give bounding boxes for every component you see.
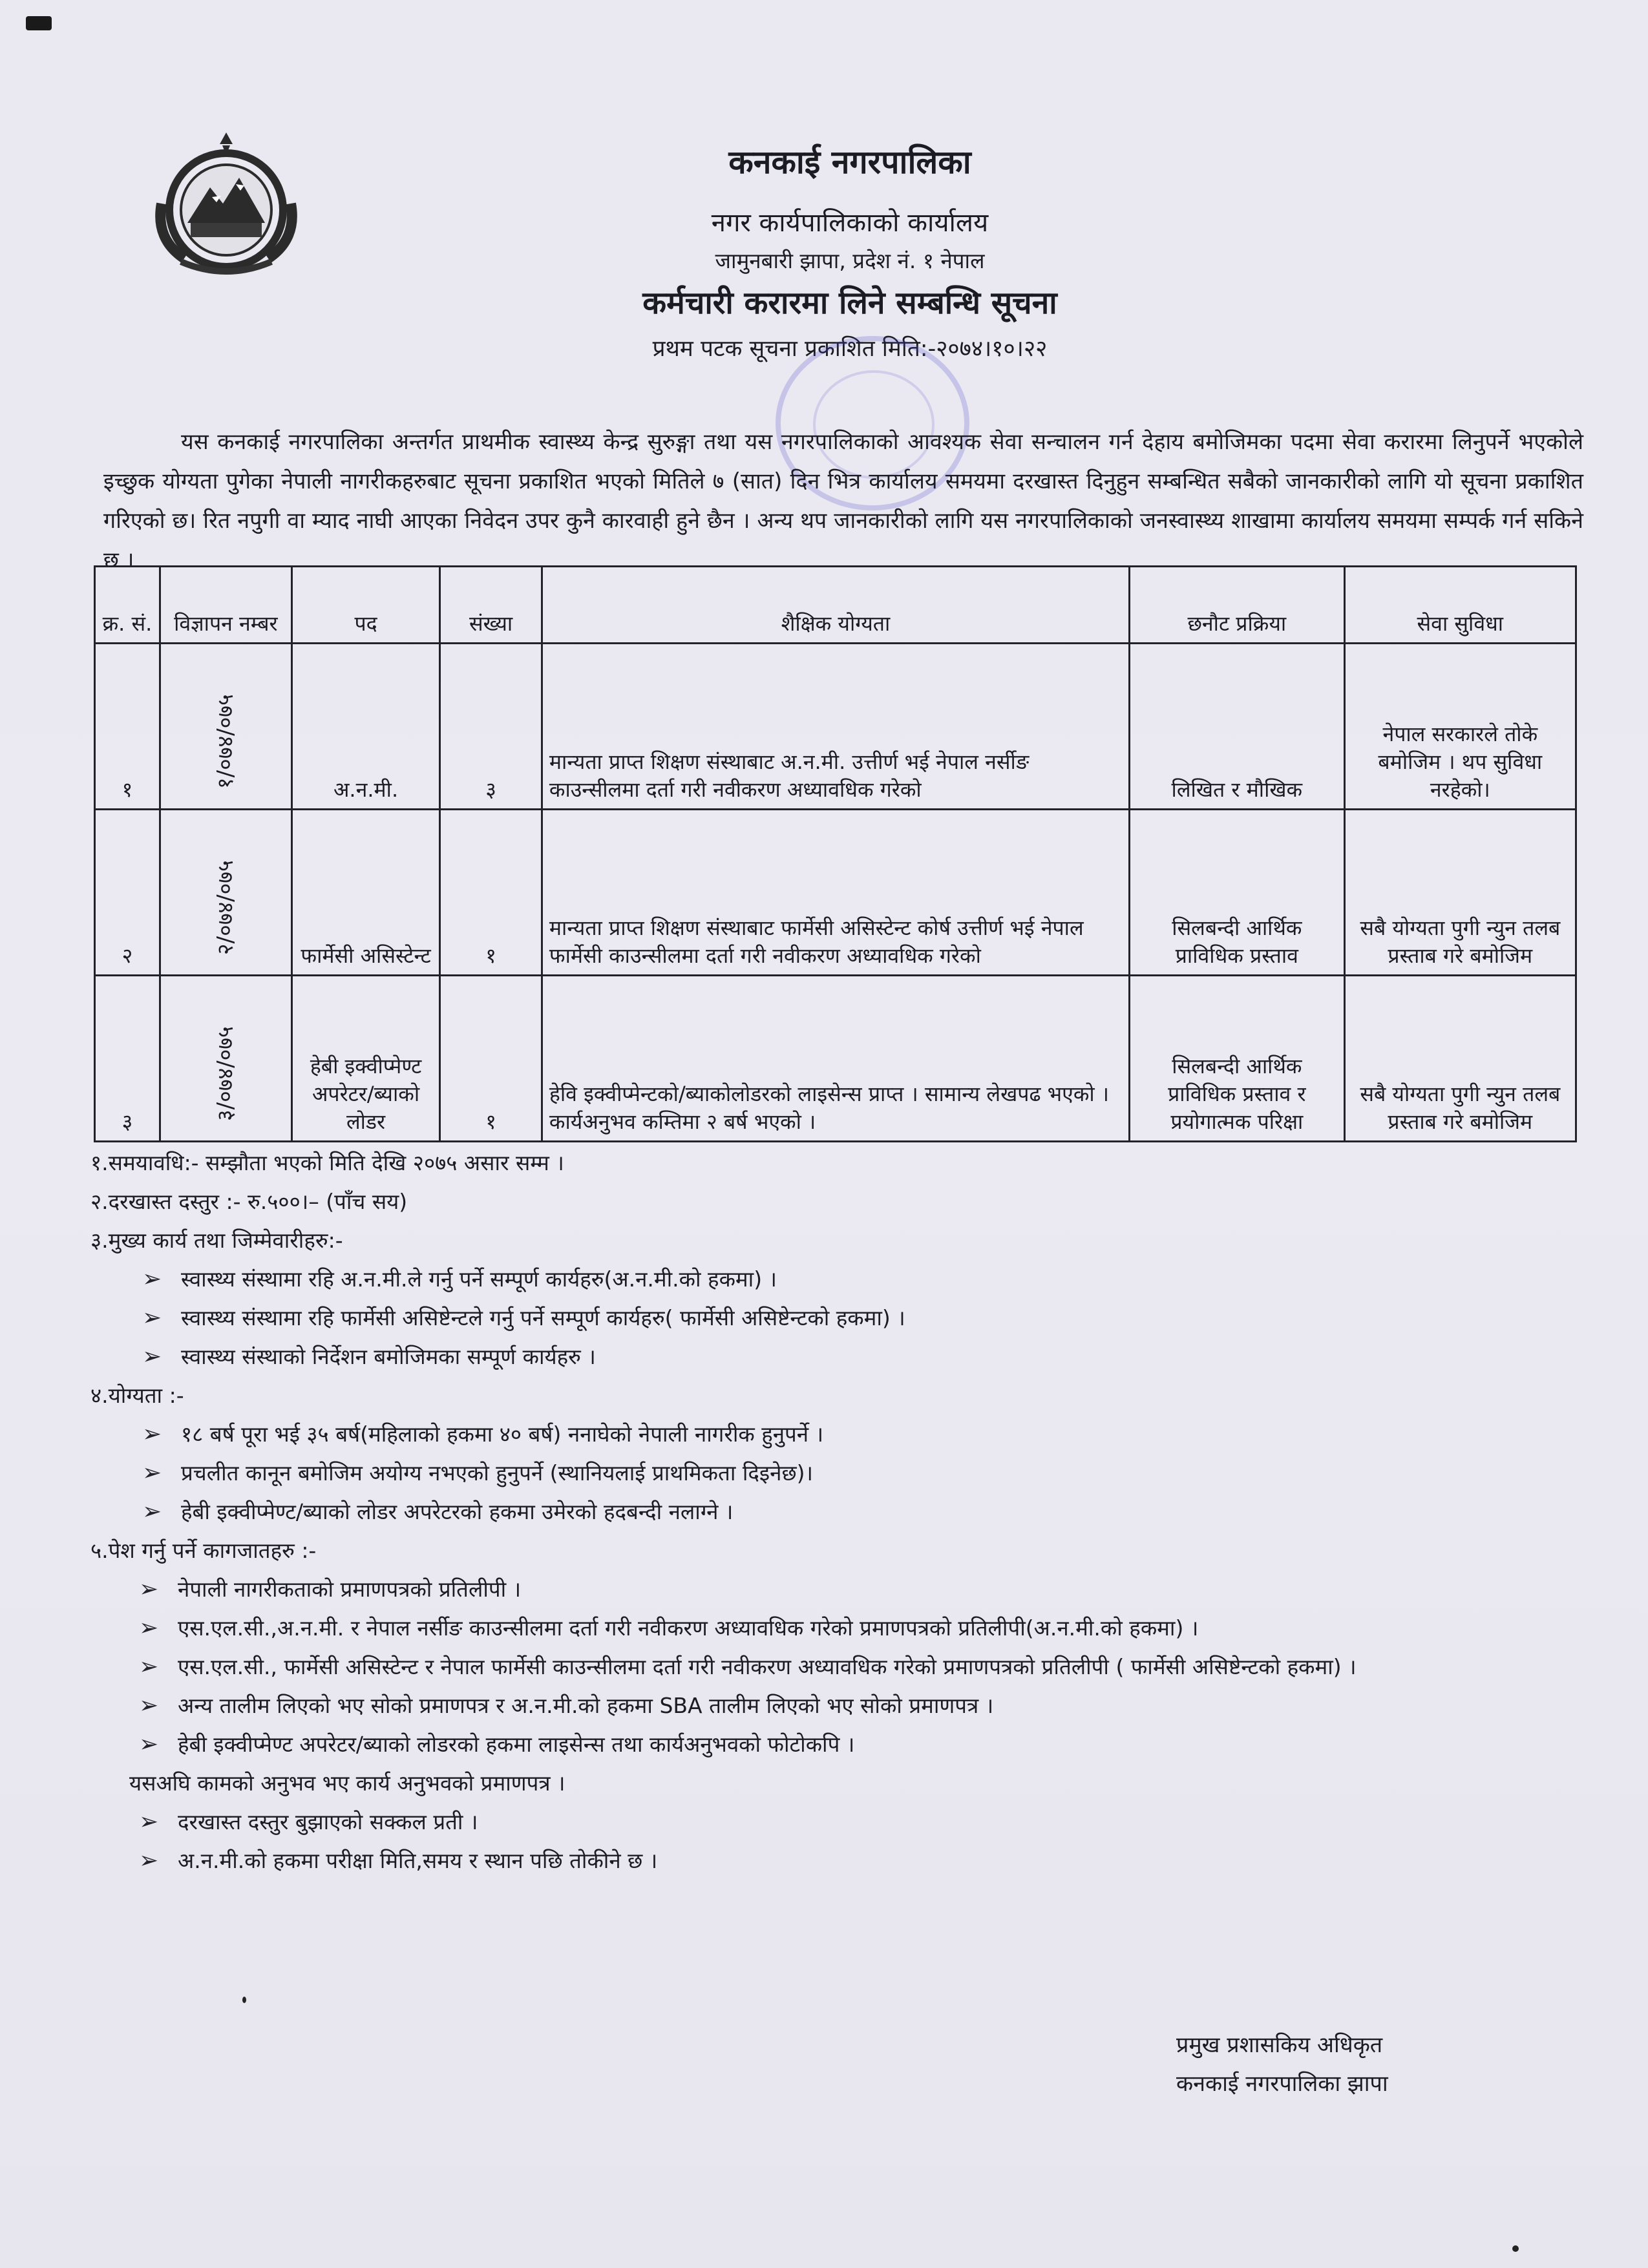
list-item: ➢ स्वास्थ्य संस्थाको निर्देशन बमोजिमका सम्पूर्ण कार्यहरु । [90,1338,1596,1376]
row-qualification: मान्यता प्राप्त शिक्षण संस्थाबाट फार्मेसी असिस्टेन्ट कोर्ष उत्तीर्ण भई नेपाल फार्मेसी काउन्सीलमा दर्ता गरी नवीकरण अध्यावधिक गरेको [542,810,1129,976]
header-count: संख्या [440,567,542,644]
row-facility: सबै योग्यता पुगी न्युन तलब प्रस्ताब गरे बमोजिम [1344,810,1576,976]
paper-speck [1512,2245,1519,2252]
list-item: ➢ दरखास्त दस्तुर बुझाएको सक्कल प्रती । [90,1803,1596,1842]
table-row [95,810,1576,976]
arrow-bullet-icon: ➢ [142,1498,162,1525]
arrow-bullet-icon: ➢ [139,1847,159,1874]
duties-title: ३.मुख्य कार्य तथा जिम्मेवारीहरु:- [90,1228,343,1253]
eligibility-title: ४.योग्यता :- [90,1383,184,1408]
intro-paragraph: यस कनकाई नगरपालिका अन्तर्गत प्राथमीक स्वास्थ्य केन्द्र सुरुङ्गा तथा यस नगरपालिकाको आवश्यक सेवा सन्चालन गर्न देहाय बमोजिमका पदमा सेवा करारमा लिनुपर्ने भएकोले इच्छुक योग्यता पुगेका नेपाली नागरीकहरुबाट सूचना प्रकाशित भएको मितिले ७ (सात) दिन भित्र कार्यालय समयमा दरखास्त दिनुहुन सम्बन्धित सबैको जानकारीको लागि यो सूचना प्रकाशित गरिएको छ। रित नपुगी वा म्याद नाघी आएका निवेदन उपर कुनै कारवाही हुने छैन । अन्य थप जानकारीको लागि यस नगरपालिकाको जनस्वास्थ्य शाखामा कार्यालय समयमा सम्पर्क गर्न सकिने छ । [103,429,1583,573]
arrow-bullet-icon: ➢ [142,1266,162,1292]
row-count: ३ [440,644,542,810]
row-count: १ [440,810,542,976]
documents-title: ५.पेश गर्नु पर्ने कागजातहरु :- [90,1538,317,1563]
row-selection: सिलबन्दी आर्थिक प्राविधिक प्रस्ताव [1130,810,1345,976]
header-facility: सेवा सुविधा [1344,567,1576,644]
row-selection: लिखित र मौखिक [1130,644,1345,810]
header-sn: क्र. सं. [95,567,160,644]
arrow-bullet-icon: ➢ [142,1421,162,1447]
arrow-bullet-icon: ➢ [142,1305,162,1331]
signature-block [1176,2026,1388,2103]
header-qualification: शैक्षिक योग्यता [542,567,1129,644]
list-item: ➢ हेबी इक्वीप्मेण्ट/ब्याको लोडर अपरेटरको हकमा उमेरको हदबन्दी नलाग्ने । [90,1493,1596,1531]
row-count: १ [440,976,542,1142]
row-qualification: मान्यता प्राप्त शिक्षण संस्थाबाट अ.न.मी. उत्तीर्ण भई नेपाल नर्सीङ काउन्सीलमा दर्ता गरी नवीकरण अध्यावधिक गरेको [542,644,1129,810]
table-row [95,976,1576,1142]
arrow-bullet-icon: ➢ [142,1343,162,1370]
row-ad-no: ३/०७४/०७५ [160,976,291,1142]
publication-date: प्रथम पटक सूचना प्रकाशित मिति:-२०७४।१०।२२ [652,336,1048,362]
row-ad-no: २/०७४/०७५ [160,810,291,976]
list-item: ➢ १८ बर्ष पूरा भई ३५ बर्ष(महिलाको हकमा ४० बर्ष) ननाघेको नेपाली नागरीक हुनुपर्ने । [90,1415,1596,1454]
paper-speck [242,1997,246,2003]
arrow-bullet-icon: ➢ [139,1615,159,1641]
list-item: ➢ एस.एल.सी., फार्मेसी असिस्टेन्ट र नेपाल फार्मेसी काउन्सीलमा दर्ता गरी नवीकरण अध्यावधिक गरेको प्रमाणपत्रको प्रतिलीपी ( फार्मेसी असिष्टेन्टको हकमा) । [90,1648,1596,1686]
experience-note: यसअघि कामको अनुभव भए कार्य अनुभवको प्रमाणपत्र । [129,1770,565,1796]
arrow-bullet-icon: ➢ [142,1460,162,1486]
arrow-bullet-icon: ➢ [139,1692,159,1719]
notice-sections [90,1144,1596,1880]
table-row [95,644,1576,810]
arrow-bullet-icon: ➢ [139,1731,159,1758]
list-item: ➢ एस.एल.सी.,अ.न.मी. र नेपाल नर्सीङ काउन्सीलमा दर्ता गरी नवीकरण अध्यावधिक गरेको प्रमाणपत्रको प्रतिलीपी(अ.न.मी.को हकमा) । [90,1609,1596,1648]
fee-line: २.दरखास्त दस्तुर :- रु.५००।– (पाँच सय) [90,1189,408,1214]
row-facility: सबै योग्यता पुगी न्युन तलब प्रस्ताब गरे बमोजिम [1344,976,1576,1142]
arrow-bullet-icon: ➢ [139,1654,159,1680]
table-header-row [95,567,1576,644]
vacancy-table [94,565,1577,1142]
office-name: नगर कार्यपालिकाको कार्यालय [711,208,989,238]
list-item: ➢ स्वास्थ्य संस्थामा रहि अ.न.मी.ले गर्नु पर्ने सम्पूर्ण कार्यहरु(अ.न.मी.को हकमा) । [90,1260,1596,1299]
list-item: ➢ नेपाली नागरीकताको प्रमाणपत्रको प्रतिलीपी । [90,1570,1596,1609]
list-item: ➢ अन्य तालीम लिएको भए सोको प्रमाणपत्र र अ.न.मी.को हकमा SBA तालीम लिएको भए सोको प्रमाणपत्र । [90,1686,1596,1725]
duration-line: १.समयावधि:- सम्झौता भएको मिति देखि २०७५ असार सम्म । [90,1150,564,1175]
row-selection: सिलबन्दी आर्थिक प्राविधिक प्रस्ताव र प्रयोगात्मक परिक्षा [1130,976,1345,1142]
header-selection: छनौट प्रक्रिया [1130,567,1345,644]
list-item: ➢ अ.न.मी.को हकमा परीक्षा मिति,समय र स्थान पछि तोकीने छ । [90,1842,1596,1880]
paper-speck [26,16,52,30]
signatory-title: प्रमुख प्रशासकिय अधिकृत [1176,2032,1383,2058]
list-item: ➢ हेबी इक्वीप्मेण्ट अपरेटर/ब्याको लोडरको हकमा लाइसेन्स तथा कार्यअनुभवको फोटोकपि । [90,1725,1596,1764]
row-post: अ.न.मी. [291,644,440,810]
row-qualification: हेवि इक्वीप्मेन्टको/ब्याकोलोडरको लाइसेन्स प्राप्त । सामान्य लेखपढ भएको । कार्यअनुभव कम्तिमा २ बर्ष भएको । [542,976,1129,1142]
arrow-bullet-icon: ➢ [139,1809,159,1835]
header-post: पद [291,567,440,644]
row-facility: नेपाल सरकारले तोके बमोजिम । थप सुविधा नरहेको। [1344,644,1576,810]
row-sn: २ [95,810,160,976]
office-address: जामुनबारी झापा, प्रदेश नं. १ नेपाल [715,248,985,273]
notice-title: कर्मचारी करारमा लिने सम्बन्धि सूचना [642,285,1057,321]
row-sn: ३ [95,976,160,1142]
row-ad-no: १/०७४/०७५ [160,644,291,810]
header-ad-no: विज्ञापन नम्बर [160,567,291,644]
signatory-office: कनकाई नगरपालिका झापा [1176,2071,1388,2097]
list-item: ➢ प्रचलीत कानून बमोजिम अयोग्य नभएको हुनुपर्ने (स्थानियलाई प्राथमिकता दिइनेछ)। [90,1454,1596,1493]
row-sn: १ [95,644,160,810]
row-post: फार्मेसी असिस्टेन्ट [291,810,440,976]
org-name: कनकाई नगरपालिका [728,143,971,181]
arrow-bullet-icon: ➢ [139,1576,159,1602]
list-item: ➢ स्वास्थ्य संस्थामा रहि फार्मेसी असिष्टेन्टले गर्नु पर्ने सम्पूर्ण कार्यहरु( फार्मेसी असिष्टेन्टको हकमा) । [90,1299,1596,1338]
row-post: हेबी इक्वीप्मेण्ट अपरेटर/ब्याको लोडर [291,976,440,1142]
